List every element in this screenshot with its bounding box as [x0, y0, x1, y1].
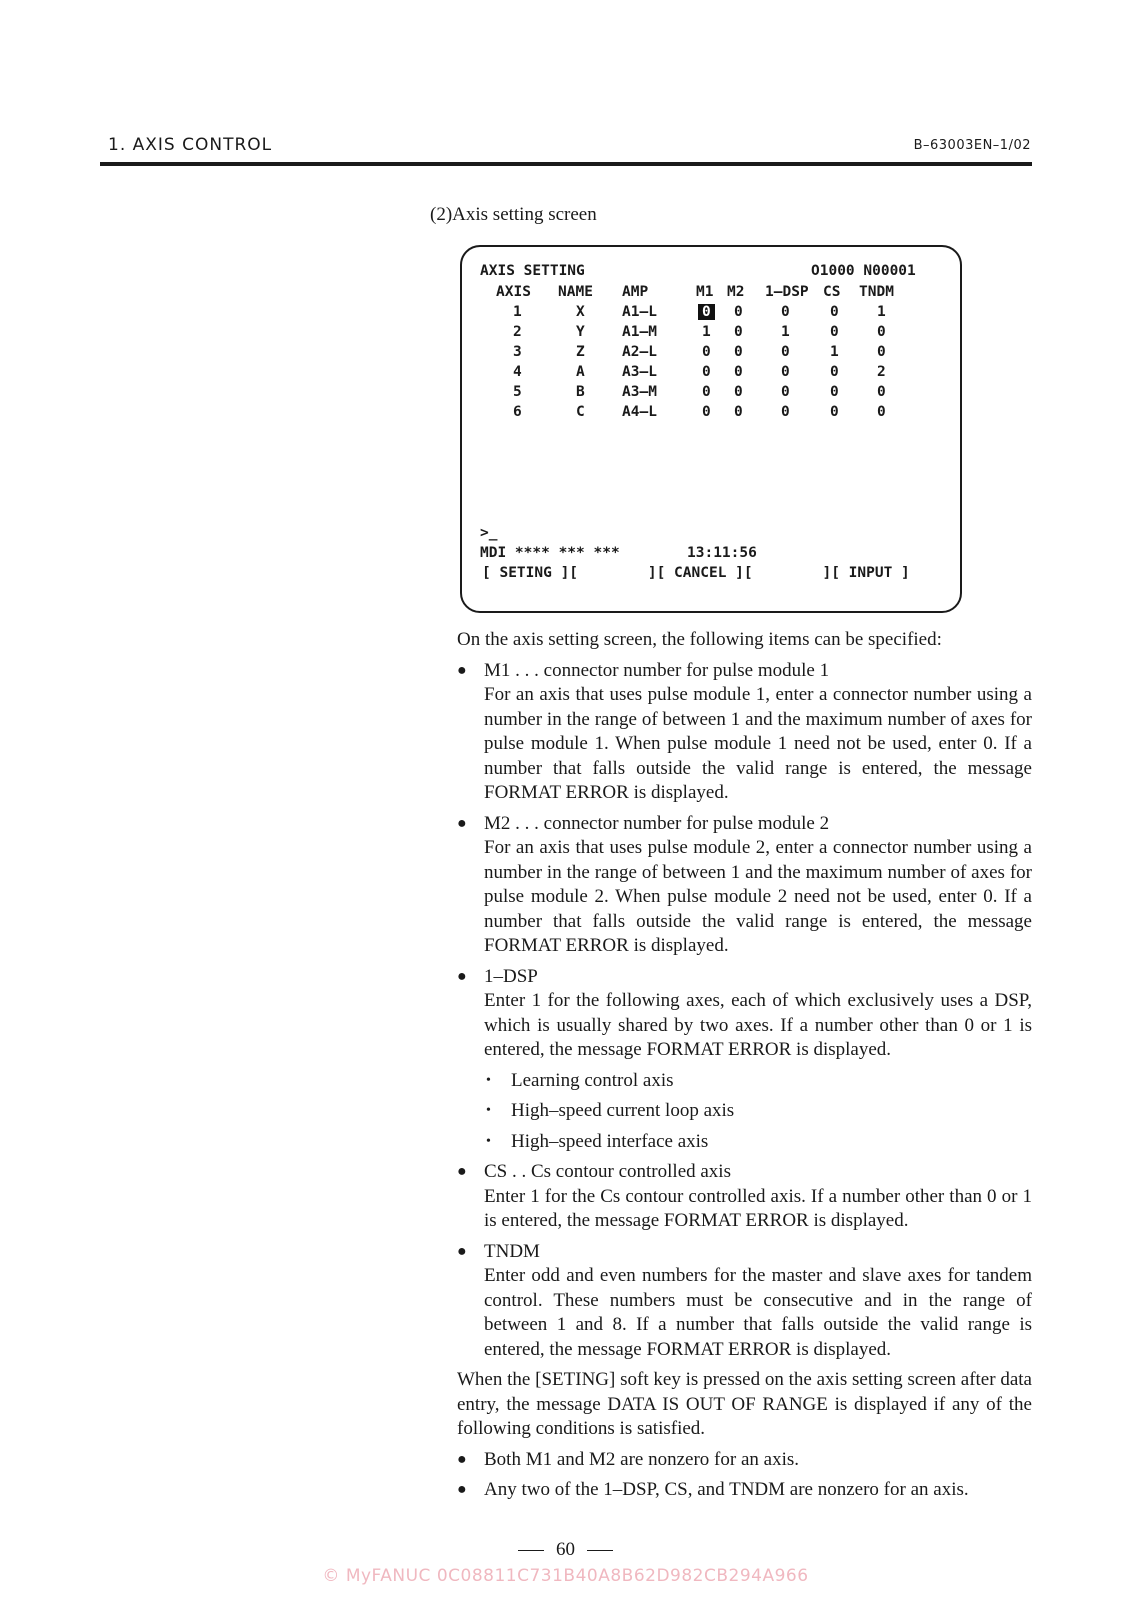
cell-cs: 0 — [830, 384, 839, 400]
cell-tndm: 1 — [877, 304, 886, 320]
cell-1dsp: 0 — [781, 304, 790, 320]
small-bullet-icon: • — [486, 1133, 491, 1149]
cell-tndm: 0 — [877, 404, 886, 420]
mode-status: MDI **** *** *** — [480, 545, 620, 561]
bullet-icon: ● — [457, 1242, 467, 1260]
list-item — [457, 1448, 1032, 1473]
cell-m2: 0 — [734, 304, 743, 320]
cell-name: X — [576, 304, 585, 320]
list-item — [457, 659, 1032, 806]
program-number: O1000 N00001 — [811, 263, 916, 279]
section-title: (2)Axis setting screen — [430, 204, 597, 225]
cell-amp: A3–M — [622, 384, 657, 400]
cell-name: Z — [576, 344, 585, 360]
cell-axis: 4 — [513, 364, 522, 380]
col-header-m2: M2 — [727, 284, 745, 300]
item-heading: M2 . . . connector number for pulse module 2 — [484, 812, 830, 834]
cell-m1-cursor[interactable]: 0 — [698, 304, 715, 320]
item-heading: M1 . . . connector number for pulse module 1 — [484, 659, 830, 681]
cell-1dsp: 0 — [781, 384, 790, 400]
cell-cs: 0 — [830, 324, 839, 340]
cell-name: B — [576, 384, 585, 400]
cell-m1: 0 — [702, 404, 711, 420]
col-header-name: NAME — [558, 284, 593, 300]
list-item — [457, 1240, 1032, 1363]
cell-m1: 0 — [702, 384, 711, 400]
body-text — [457, 628, 1032, 1509]
cell-amp: A2–L — [622, 344, 657, 360]
cell-name: Y — [576, 324, 585, 340]
cell-m1: 0 — [702, 344, 711, 360]
cell-m1: 0 — [702, 364, 711, 380]
sub-list-item — [457, 1069, 1032, 1094]
col-header-cs: CS — [823, 284, 841, 300]
sub-list-item — [457, 1130, 1032, 1155]
item-heading: 1–DSP — [484, 965, 538, 987]
cell-m2: 0 — [734, 344, 743, 360]
cell-1dsp: 0 — [781, 344, 790, 360]
item-description: Enter 1 for the following axes, each of which exclusively uses a DSP, which is usually shared by two axes. If a number other than 0 or 1 is entered, the message FORMAT ERROR is displayed. — [484, 990, 1032, 1060]
cell-tndm: 0 — [877, 344, 886, 360]
page-number — [0, 1539, 1131, 1561]
cell-m2: 0 — [734, 324, 743, 340]
condition-text: Any two of the 1–DSP, CS, and TNDM are nonzero for an axis. — [484, 1479, 969, 1500]
document-code: B–63003EN–1/02 — [913, 138, 1031, 153]
cell-amp: A3–L — [622, 364, 657, 380]
chapter-title: 1. AXIS CONTROL — [108, 135, 273, 155]
cell-axis: 3 — [513, 344, 522, 360]
bullet-icon: ● — [457, 661, 467, 679]
col-header-amp: AMP — [622, 284, 649, 300]
cell-m2: 0 — [734, 404, 743, 420]
list-item — [457, 812, 1032, 959]
cell-axis: 1 — [513, 304, 522, 320]
cell-amp: A4–L — [622, 404, 657, 420]
cell-m2: 0 — [734, 384, 743, 400]
col-header-tndm: TNDM — [859, 284, 894, 300]
cell-name: A — [576, 364, 585, 380]
item-description: Enter 1 for the Cs contour controlled axis. If a number other than 0 or 1 is entered, the message FORMAT ERROR is displayed. — [484, 1185, 1032, 1231]
page-number-text: 60 — [556, 1539, 575, 1560]
cell-tndm: 2 — [877, 364, 886, 380]
bullet-icon: ● — [457, 1163, 467, 1180]
sub-list-item — [457, 1099, 1032, 1124]
list-item — [457, 965, 1032, 1063]
cell-axis: 5 — [513, 384, 522, 400]
cell-amp: A1–M — [622, 324, 657, 340]
bullet-icon: ● — [457, 814, 467, 832]
cell-cs: 0 — [830, 304, 839, 320]
cell-m1: 1 — [702, 324, 711, 340]
range-note-paragraph: When the [SETING] soft key is pressed on the axis setting screen after data entry, the message DATA IS OUT OF RANGE is displayed if any of the following conditions is satisfied. — [457, 1369, 1032, 1439]
bullet-icon: ● — [457, 1450, 467, 1468]
sub-item-text: Learning control axis — [511, 1069, 674, 1091]
cell-axis: 2 — [513, 324, 522, 340]
item-heading: TNDM — [484, 1240, 540, 1262]
cell-1dsp: 0 — [781, 404, 790, 420]
item-description: For an axis that uses pulse module 2, enter a connector number using a number in the range of between 1 and the maximum number of axes for pulse module 2. When pulse module 2 need not be used, enter 0. If a number that falls outside the valid range is entered, the message FORMAT ERROR is displayed. — [484, 837, 1032, 956]
page-dash-left — [518, 1550, 544, 1551]
cell-tndm: 0 — [877, 384, 886, 400]
col-header-axis: AXIS — [496, 284, 531, 300]
list-item — [457, 1160, 1032, 1234]
bullet-icon: ● — [457, 967, 467, 985]
screen-title: AXIS SETTING — [480, 263, 585, 279]
softkey-bar[interactable]: [ SETING ][ ][ CANCEL ][ ][ INPUT ] — [482, 565, 910, 581]
cell-axis: 6 — [513, 404, 522, 420]
item-description: Enter odd and even numbers for the master and slave axes for tandem control. These numbers must be consecutive and in the range of between 1 and 8. If a number that falls outside the valid range is entered, the message FORMAT ERROR is displayed. — [484, 1265, 1032, 1360]
item-heading: CS . . Cs contour controlled axis — [484, 1161, 731, 1182]
small-bullet-icon: • — [486, 1103, 491, 1118]
bullet-icon: ● — [457, 1481, 467, 1498]
header-rule — [100, 162, 1032, 166]
col-header-m1: M1 — [696, 284, 714, 300]
cell-m2: 0 — [734, 364, 743, 380]
cell-cs: 0 — [830, 364, 839, 380]
small-bullet-icon: • — [486, 1072, 491, 1088]
condition-text: Both M1 and M2 are nonzero for an axis. — [484, 1448, 800, 1470]
col-header-1dsp: 1–DSP — [765, 284, 809, 300]
cell-1dsp: 1 — [781, 324, 790, 340]
cell-amp: A1–L — [622, 304, 657, 320]
cell-cs: 0 — [830, 404, 839, 420]
cell-1dsp: 0 — [781, 364, 790, 380]
cell-tndm: 0 — [877, 324, 886, 340]
sub-item-text: High–speed current loop axis — [511, 1100, 735, 1121]
page-dash-right — [587, 1550, 613, 1551]
axis-setting-screen — [460, 245, 962, 613]
input-prompt[interactable]: >_ — [480, 525, 498, 541]
clock: 13:11:56 — [687, 545, 757, 561]
sub-item-text: High–speed interface axis — [511, 1130, 709, 1152]
cell-cs: 1 — [830, 344, 839, 360]
item-description: For an axis that uses pulse module 1, enter a connector number using a number in the range of between 1 and the maximum number of axes for pulse module 1. When pulse module 1 need not be used, enter 0. If a number that falls outside the valid range is entered, the message FORMAT ERROR is displayed. — [484, 684, 1032, 803]
watermark: © MyFANUC 0C08811C731B40A8B62D982CB294A966 — [322, 1566, 809, 1586]
list-item — [457, 1478, 1032, 1503]
cell-name: C — [576, 404, 585, 420]
intro-paragraph: On the axis setting screen, the following items can be specified: — [457, 629, 942, 650]
